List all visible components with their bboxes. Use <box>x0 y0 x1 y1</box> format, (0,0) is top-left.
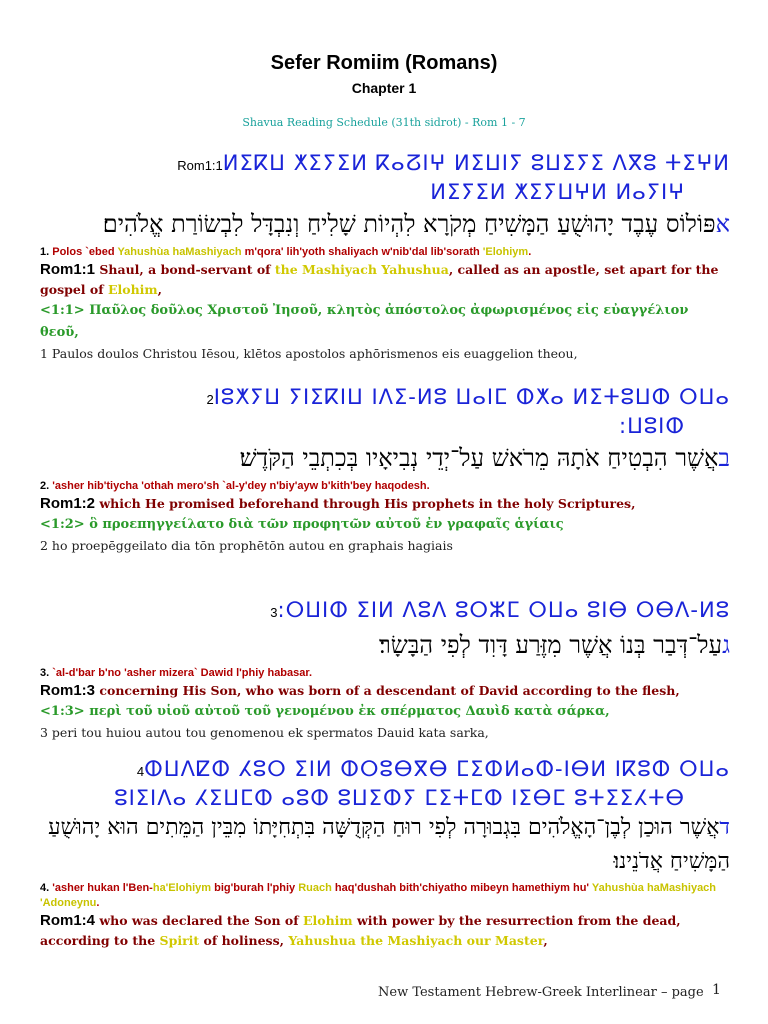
english-highlight: Yahushua the Mashiyach our Master <box>288 933 544 948</box>
verse-letter: ב <box>718 444 730 472</box>
transliteration <box>40 245 730 260</box>
hebrew-text <box>40 439 730 477</box>
verse-number: 2. <box>40 480 50 492</box>
hebrew-body: אֲשֶׁר הוּכַן לְבֶן־הָאֱלֹהִים בִּגְבוּרָה לְפִי רוּחַ הַקְּדֻשָּׁה בִּתְחִיָּתוֹ מִבֵּין הַמֵּתִים הוּא יָהוּשֻׁעַ הַמָּשִׁיחַ אֲדֹנֵינוּ׃ <box>48 815 730 874</box>
english-part: who was declared the Son of <box>95 913 303 928</box>
verse-number: 1. <box>40 246 50 258</box>
greek-transliteration: 2 ho proepēggeilato dia tōn prophētōn autou en graphais hagiais <box>40 538 453 553</box>
verse-1 <box>40 150 730 364</box>
english-translation <box>40 911 730 951</box>
english-ref: Rom1:1 <box>40 261 96 278</box>
paleo-hebrew-line-2: ⵓⵏⵉⵏⴷⴰ ⵃⵉⵡⵎⵀ ⴰⵓⵀ ⵓⵡⵉⵀⵢ ⵎⵉⵜⵎⵀ ⵏⵉⴱⵎ ⵓⵜⵉⵉⵃⵜⴱ <box>114 786 685 810</box>
verse-3 <box>40 597 730 743</box>
translit-part: `al-d'bar b'no 'asher mizera` Dawid l'phiy habasar. <box>49 667 313 679</box>
paleo-hebrew-line <box>40 150 730 179</box>
paleo-text: ⵍⵉⴽⵡ ⵅⵉⵢⵉⵍ ⴽⴰⵒⵏⵖ ⵍⵉⵡⵏⵢ ⵓⵡⵉⵢⵉ ⴷⴳⵓ ⵜⵉⵖⵍ <box>222 151 730 175</box>
verse-ref: 4 <box>136 764 145 779</box>
verse-letter: א <box>715 210 730 238</box>
english-ref: Rom1:2 <box>40 495 96 512</box>
greek-text: <1:2> ὃ προεπηγγείλατο διὰ τῶν προφητῶν αὐτοῦ ἐν γραφαῖς ἁγίαις <box>40 517 564 532</box>
verse-ref: 2 <box>206 392 214 407</box>
hebrew-body: פּוֹלוֹס עֶבֶד יָהוּשֻׁעַ הַמָּשִׁיחַ מְקֹרָא לִהְיוֹת שָׁלִיחַ וְנִבְדָּל לִבְשׂוֹרַת אֱלֹהִים׃ <box>102 210 716 238</box>
translit-part: 'asher hukan l'Ben- <box>49 882 153 894</box>
english-ref: Rom1:3 <box>40 682 96 699</box>
greek-transliteration: 3 peri tou huiou autou tou genomenou ek spermatos Dauid kata sarka, <box>40 725 489 740</box>
english-part: with power by the resurrection from the dead, according to the <box>40 913 681 948</box>
chapter-heading: Chapter 1 <box>351 80 417 96</box>
transliteration <box>40 666 730 681</box>
translit-part: Polos `ebed <box>49 246 118 258</box>
english-highlight: Elohim <box>302 913 353 928</box>
verse-2 <box>40 384 730 556</box>
english-part: , called as an apostle, set apart for the gospel of <box>40 262 719 297</box>
transliteration <box>40 479 730 494</box>
page-number: 1 <box>712 982 721 998</box>
greek-text: <1:1> Παῦλος δοῦλος Χριστοῦ Ἰησοῦ, κλητὸς ἀπόστολος ἀφωρισμένος εἰς εὐαγγέλιον θεοῦ, <box>40 303 689 340</box>
translit-highlight: 'Elohiym <box>482 246 529 258</box>
hebrew-body: עַל־דְּבַר בְּנוֹ אֲשֶׁר מִזֶּרַע דָּוִד לְפִי הַבָּשָׂר׃ <box>378 631 723 659</box>
english-translation <box>40 260 730 300</box>
english-highlight: Spirit <box>159 933 200 948</box>
translit-part: haq'dushah bith'chiyatho mibeyn hamethiym hu' <box>331 882 592 894</box>
hebrew-text <box>40 205 730 243</box>
english-translation <box>40 494 730 514</box>
verse-ref: 3 <box>270 605 278 620</box>
paleo-text: ⵀⵡⴷⵇⵀ ⵃⵓⵔ ⵉⵏⵍ ⵀⵔⵓⴱⴳⴱ ⵎⵉⵀⵍⴰⵀ-ⵏⴱⵍ ⵏⴽⵓⵀ ⵔⵡⴰ <box>144 757 730 781</box>
verse-4 <box>40 756 730 951</box>
paleo-text: ⵏⵓⵅⵢⵡ ⵢⵏⵉⴽⵏⵡ ⵏⴷⵉ-ⵍⵓ ⵡⴰⵏⵎ ⵀⵅⴰ ⵍⵉⵜⵓⵡⵀ ⵔⵡⴰ <box>213 385 730 409</box>
verse-number: 3. <box>40 667 50 679</box>
greek-text: <1:3> περὶ τοῦ υἱοῦ αὐτοῦ τοῦ γενομένου ἐκ σπέρματος Δαυὶδ κατὰ σάρκα, <box>40 704 610 719</box>
english-highlight: the Mashiyach Yahushua <box>274 262 449 277</box>
english-part: , <box>157 282 163 297</box>
translit-highlight: Yahushùa haMashiyach <box>117 246 242 258</box>
reading-schedule: Shavua Reading Schedule (31th sidrot) - Rom 1 - 7 <box>242 116 526 129</box>
hebrew-text <box>40 811 730 879</box>
hebrew-text <box>40 626 730 664</box>
verse-number: 4. <box>40 882 50 894</box>
english-part: Shaul, a bond-servant of <box>95 262 275 277</box>
english-highlight: Elohim <box>107 282 158 297</box>
page-footer: New Testament Hebrew-Greek Interlinear – page <box>378 985 704 1000</box>
translit-highlight: Ruach <box>298 882 332 894</box>
translit-part: 'asher hib'tiycha 'othah mero'sh `al-y'dey n'biy'ayw b'kith'bey haqodesh. <box>49 480 430 492</box>
paleo-hebrew-line <box>40 756 730 785</box>
translit-part: . <box>528 246 532 258</box>
paleo-hebrew-line-2: ⵡⵓⵏⵀ: <box>619 414 685 438</box>
verse-ref: Rom1:1 <box>177 158 223 173</box>
english-part: , <box>543 933 548 948</box>
english-translation <box>40 681 730 701</box>
translit-part: big'burah l'phiy <box>211 882 299 894</box>
english-part: of holiness, <box>199 933 289 948</box>
translit-highlight: Yahushùa haMashiyach 'Adoneynu <box>40 882 717 909</box>
verse-letter: ד <box>719 815 730 840</box>
greek-transliteration: 1 Paulos doulos Christou Iēsou, klētos apostolos aphōrismenos eis euaggelion theou, <box>40 346 578 361</box>
paleo-text: :ⵔⵡⵏⵀ ⵉⵏⵍ ⴷⵓⴷ ⵓⵔⵣⵎ ⵔⵡⴰ ⵓⵏⴱ ⵔⴱⴷ-ⵍⵓ <box>277 598 730 622</box>
english-part: which He promised beforehand through His prophets in the holy Scriptures, <box>95 496 636 511</box>
english-part: concerning His Son, who was born of a descendant of David according to the flesh, <box>95 683 680 698</box>
translit-highlight: ha'Elohiym <box>152 882 212 894</box>
paleo-hebrew-line-2: ⵍⵉⵢⵉⵍ ⵅⵉⵢⵡⵖⵍ ⵍⴰⵢⵏⵖ <box>430 180 685 204</box>
transliteration <box>40 881 730 911</box>
paleo-hebrew-line <box>40 597 730 626</box>
hebrew-body: אֲשֶׁר הִבְטִיחַ אֹתָהּ מֵרֹאשׁ עַל־יְדֵי נְבִיאָיו בְּכִתְבֵי הַקֹּדֶשׁ׃ <box>239 444 719 472</box>
english-ref: Rom1:4 <box>40 912 96 929</box>
paleo-hebrew-line <box>40 384 730 413</box>
book-title: Sefer Romiim (Romans) <box>270 52 498 74</box>
verse-letter: ג <box>722 631 730 659</box>
translit-part: m'qora' lih'yoth shaliyach w'nib'dal lib'sorath <box>241 246 483 258</box>
translit-part: . <box>96 897 100 909</box>
